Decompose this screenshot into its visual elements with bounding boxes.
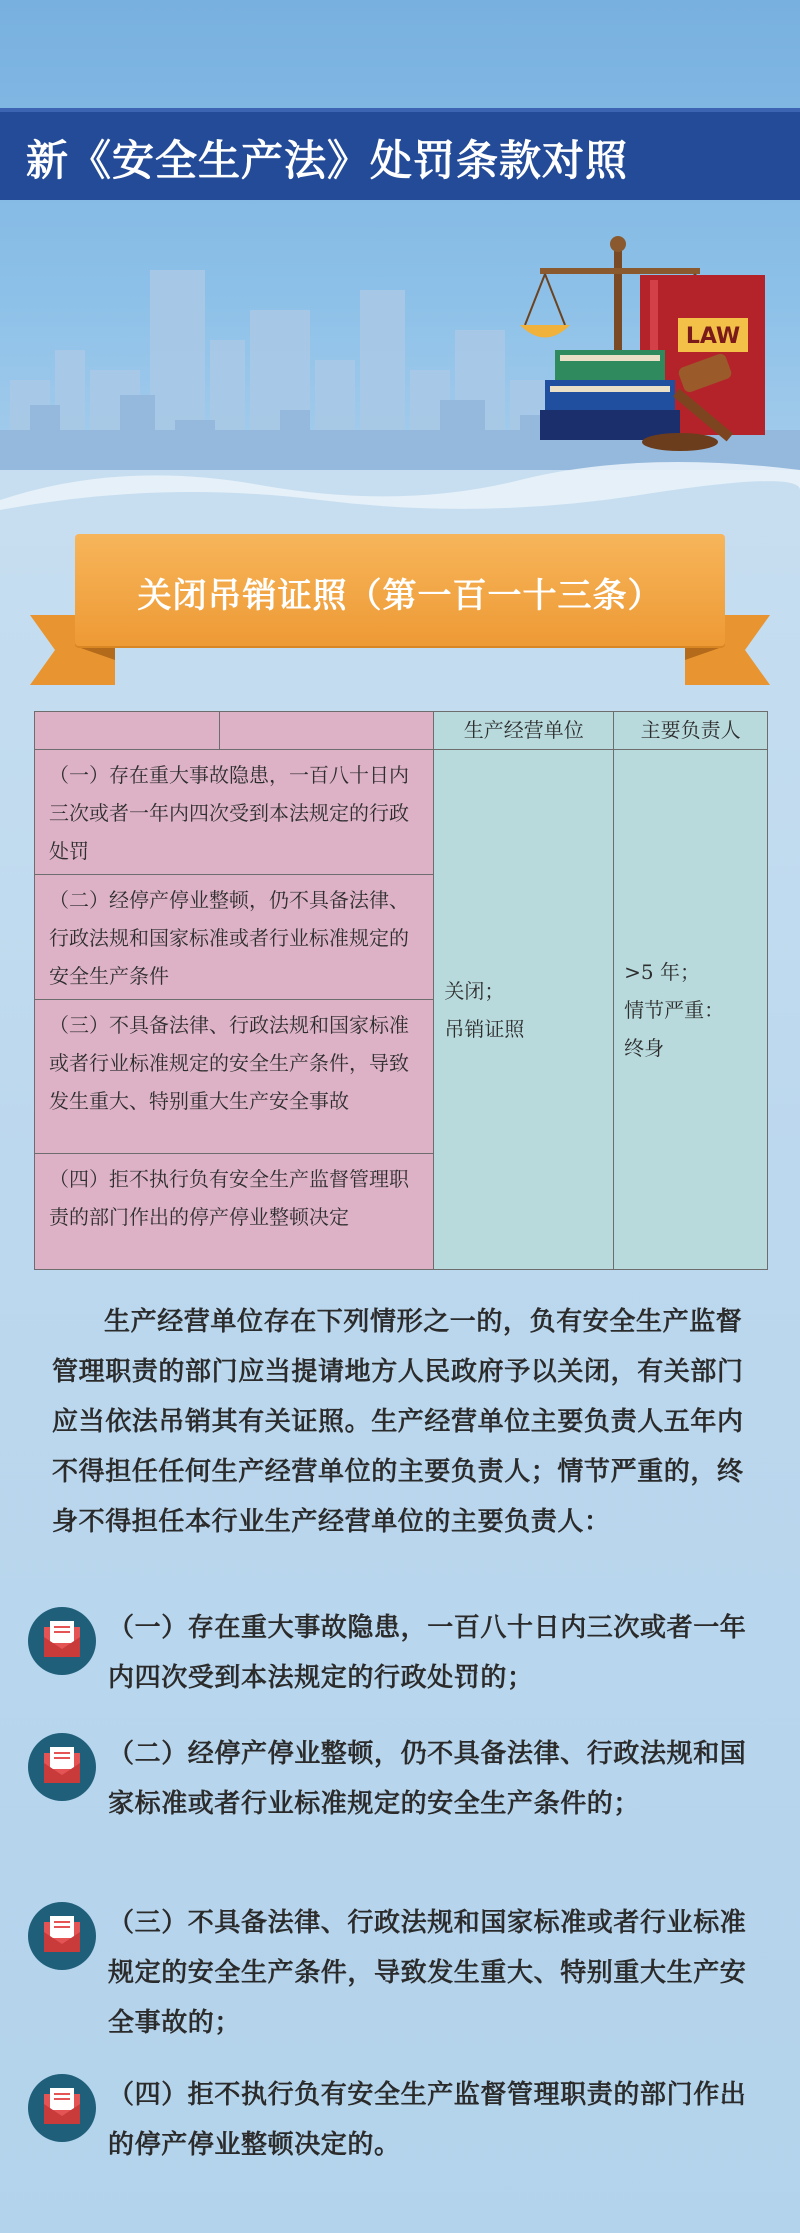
intro-paragraph: 生产经营单位存在下列情形之一的，负有安全生产监督管理职责的部门应当提请地方人民政府予以关闭，有关部门应当依法吊销其有关证照。生产经营单位主要负责人五年内不得担任任何生产经营单位的主要负责人；情节严重的，终身不得担任本行业生产经营单位的主要负责人： <box>52 1307 744 1537</box>
table-header-row <box>35 712 768 750</box>
penalty-table <box>34 711 768 1270</box>
banner-body <box>75 534 725 646</box>
banner-title: 关闭吊销证照（第一百一十三条） <box>137 576 663 616</box>
mail-icon <box>28 1733 96 1801</box>
person-penalty-line: 情节严重： <box>624 997 725 1022</box>
title-bar <box>0 108 800 200</box>
person-penalty-line: 终身 <box>624 1035 665 1060</box>
table-condition-cell: （一）存在重大事故隐患，一百八十日内三次或者一年内四次受到本法规定的行政处罚 <box>35 750 434 875</box>
unit-penalty-line: 吊销证照 <box>444 1016 525 1041</box>
list-item-text: （二）经停产停业整顿，仍不具备法律、行政法规和国家标准或者行业标准规定的安全生产条件的； <box>108 1739 747 1819</box>
mail-icon <box>28 1607 96 1675</box>
list-item-text: （四）拒不执行负有安全生产监督管理职责的部门作出的停产停业整顿决定的。 <box>108 2080 747 2160</box>
table-row <box>35 750 768 875</box>
table-condition-cell: （三）不具备法律、行政法规和国家标准或者行业标准规定的安全生产条件，导致发生重大、特别重大生产安全事故 <box>35 1000 434 1154</box>
section-banner <box>30 530 770 690</box>
person-penalty-line: >5 年； <box>624 959 700 984</box>
table-header-cell <box>219 712 434 750</box>
table-header-person: 主要负责人 <box>614 712 768 750</box>
wave-divider <box>0 440 800 530</box>
table-header-unit: 生产经营单位 <box>434 712 614 750</box>
table-condition-cell: （二）经停产停业整顿，仍不具备法律、行政法规和国家标准或者行业标准规定的安全生产条件 <box>35 875 434 1000</box>
books-stack-icon <box>540 350 680 440</box>
person-penalty-cell <box>614 750 768 1270</box>
unit-penalty-cell <box>434 750 614 1270</box>
table-condition-cell: （四）拒不执行负有安全生产监督管理职责的部门作出的停产停业整顿决定 <box>35 1154 434 1270</box>
page-title: 新《安全生产法》处罚条款对照 <box>26 136 629 185</box>
mail-icon <box>28 2074 96 2142</box>
list-item-text: （一）存在重大事故隐患，一百八十日内三次或者一年内四次受到本法规定的行政处罚的； <box>108 1613 747 1693</box>
svg-text:LAW: LAW <box>685 324 741 349</box>
unit-penalty-line: 关闭； <box>444 978 505 1003</box>
list-item-text: （三）不具备法律、行政法规和国家标准或者行业标准规定的安全生产条件，导致发生重大、特别重大生产安全事故的； <box>108 1908 747 2038</box>
table-header-cell <box>35 712 220 750</box>
mail-icon <box>28 1902 96 1970</box>
